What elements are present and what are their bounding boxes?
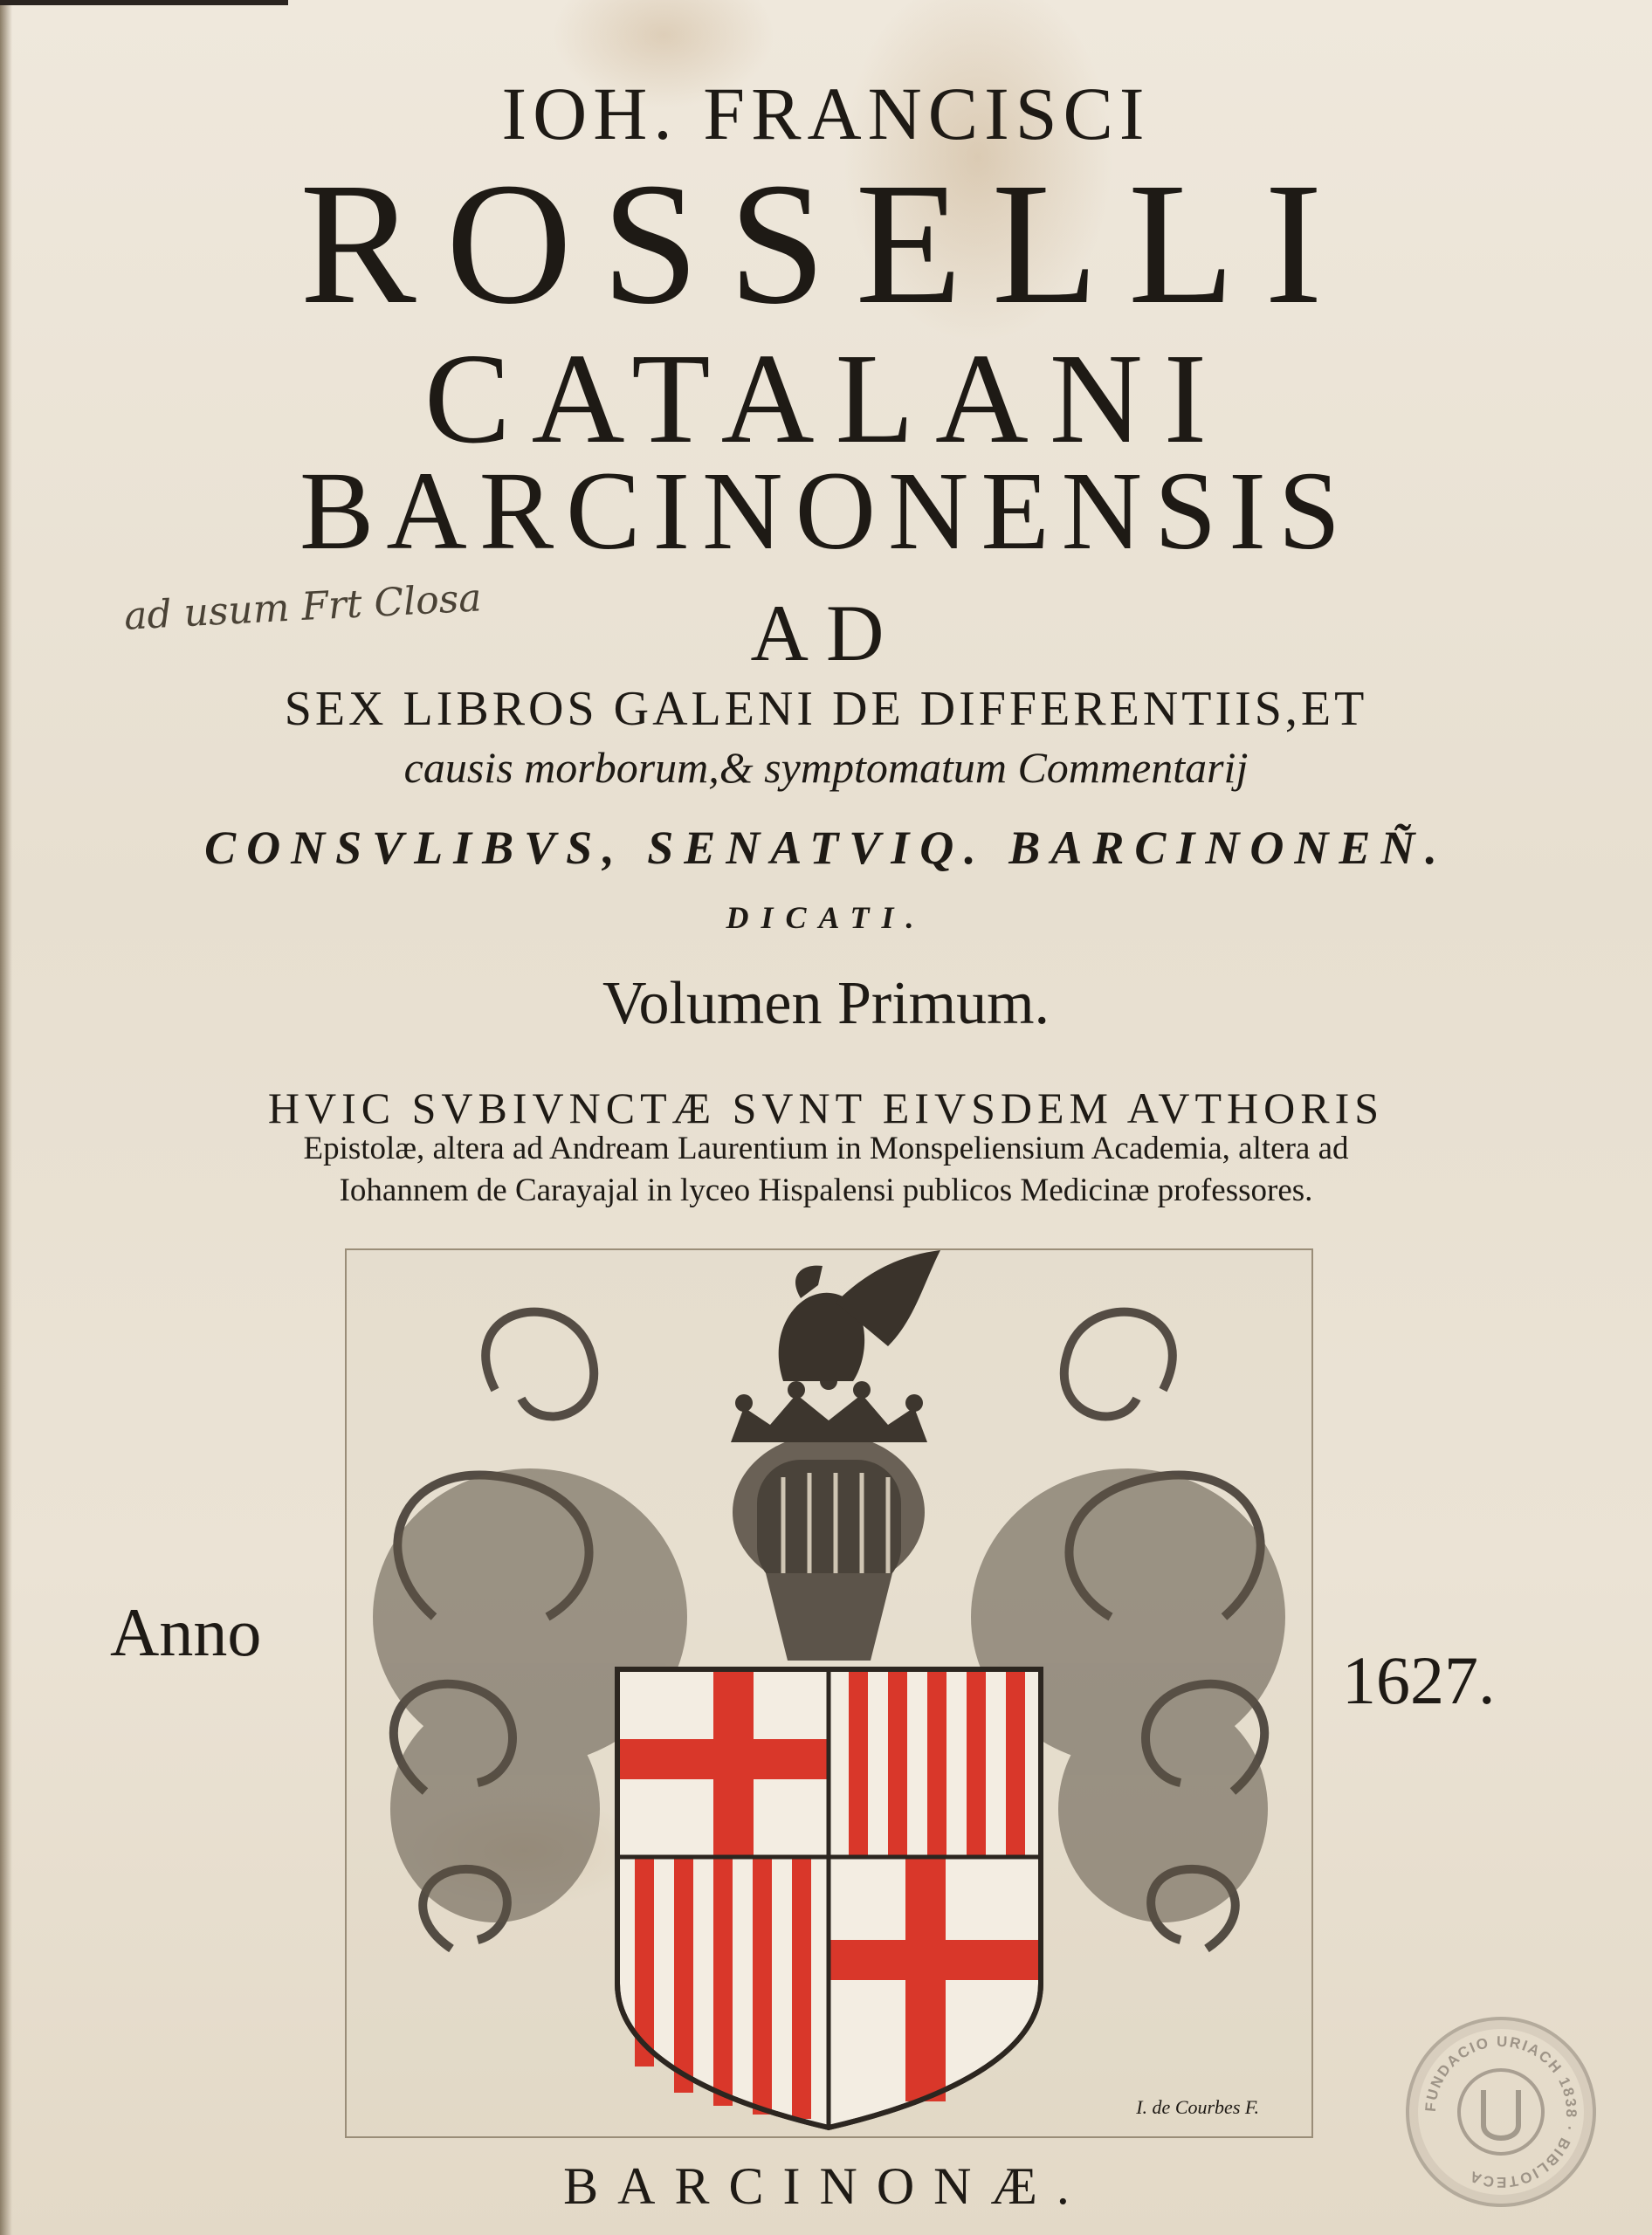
author-origin: CATALANI [423, 327, 1229, 471]
appendix-line-2: Iohannem de Carayajal in lyceo Hispalensi publicos Medicinæ professores. [339, 1173, 1313, 1208]
stamp-text: FUNDACIO URIACH 1838 · BIBLIOTECA [1421, 2032, 1580, 2191]
shield-icon [617, 1669, 1041, 2128]
scan-top-bar [0, 0, 288, 5]
engraver-signature: I. de Courbes F. [1136, 2096, 1259, 2118]
helmet-icon [733, 1434, 925, 1661]
anno-label: Anno [110, 1594, 262, 1670]
coat-of-arms-illustration [347, 1250, 1311, 2136]
crown-icon [731, 1372, 927, 1442]
appendix-line-1: Epistolæ, altera ad Andream Laurentium in Monspeliensium Academia, altera ad [303, 1131, 1349, 1166]
coat-of-arms-engraving [345, 1248, 1313, 2138]
dedication: CONSVLIBVS, SENATVIQ. BARCINONEÑ. [204, 822, 1448, 874]
author-first-names: IOH. FRANCISCI [501, 72, 1151, 155]
imprint-city: BARCINONÆ. [563, 2157, 1089, 2215]
appendix-heading: HVIC SVBIVNCTÆ SVNT EIVSDEM AVTHORIS [267, 1083, 1385, 1132]
title-ad: AD [750, 588, 902, 677]
title-subject-continued: causis morborum,& symptomatum Commentarij [403, 743, 1249, 792]
dedication-dicati: DICATI. [726, 900, 926, 935]
author-city: BARCINONENSIS [299, 449, 1353, 573]
handwritten-ownership-note: ad usum Frt Closa [122, 575, 483, 639]
dragon-crest-icon [779, 1250, 940, 1381]
title-subject: SEX LIBROS GALENI DE DIFFERENTIIS,ET [284, 682, 1368, 736]
publication-year: 1627. [1342, 1642, 1496, 1718]
volume-label: Volumen Primum. [602, 970, 1050, 1037]
author-surname: ROSSELLI [299, 148, 1353, 340]
